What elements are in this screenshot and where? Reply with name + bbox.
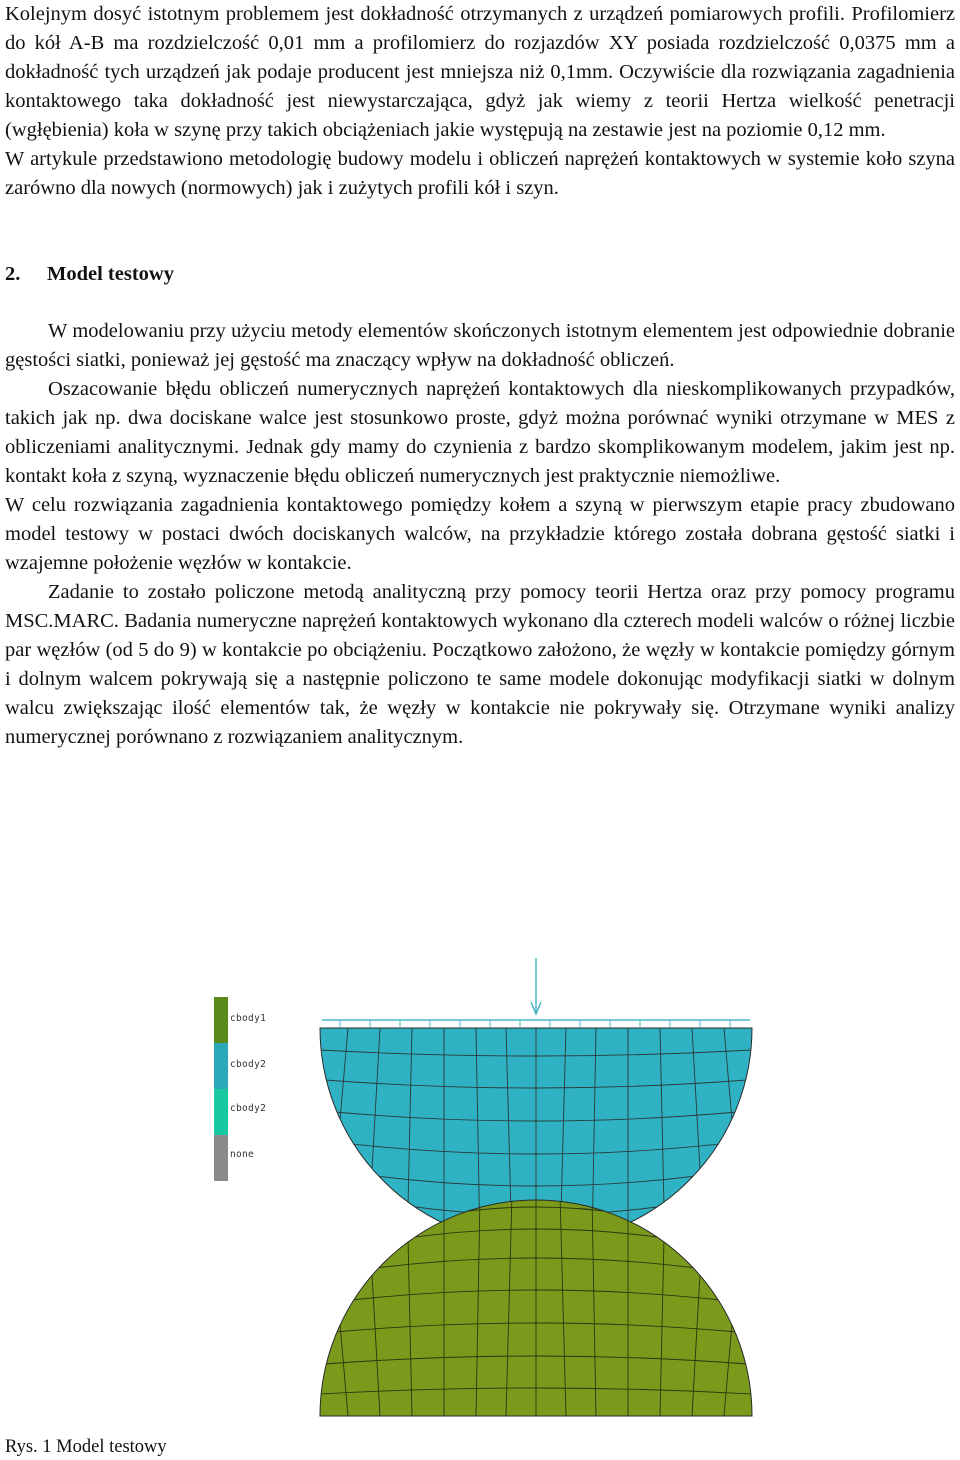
paragraph-test-model: W celu rozwiązania zagadnienia kontaktowego pomiędzy kołem a szyną w pierwszym etapie pracy zbudowano model testowy w postaci dwóch dociskanych walców, na przykładzie którego została dobrana gęstość siatki i wzajemne położenie węzłów w kontakcie. [5,494,955,574]
section-heading [5,260,955,289]
figure-caption: Rys. 1 Model testowy [5,1437,167,1457]
paragraph-error-estimation: Oszacowanie błędu obliczeń numerycznych naprężeń kontaktowych dla nieskomplikowanych przypadków, takich jak np. dwa dociskane walce jest stosunkowo proste, gdyż można porównać wyniki otrzymane w MES z obliczeniami analitycznymi. Jednak gdy mamy do czynienia z bardzo skomplikowanym modelem, jakim jest np. kontakt koła z szyną, wyznaczenie błędu obliczeń numerycznych jest praktycznie niemożliwe. [5,378,955,487]
figure-test-model [0,950,960,1420]
paragraph-article-scope: W artykule przedstawiono metodologię budowy modelu i obliczeń naprężeń kontaktowych w systemie koło szyna zarówno dla nowych (normowych) jak i zużytych profili kół i szyn. [5,148,955,199]
legend-label-4: none [230,1149,255,1160]
fem-mesh-drawing [0,950,960,1420]
paragraph-measurement-accuracy: Kolejnym dosyć istotnym problemem jest dokładność otrzymanych z urządzeń pomiarowych profili. Profilomierz do kół A-B ma rozdzielczość 0,01 mm a profilomierz do rozjazdów XY posiada rozdzielczość 0,0375 mm a dokładność tych urządzeń jak podaje producent jest mniejsza niż 0,1mm. Oczywiście dla rozwiązania zagadnienia kontaktowego taka dokładność jest niewystarczająca, gdyż jak wiemy z teorii Hertza wielkość penetracji (wgłębienia) koła w szynę przy takich obciążeniach jakie występują na zestawie jest na poziomie 0,12 mm. [5,3,955,141]
paragraph-mesh-density: W modelowaniu przy użyciu metody elementów skończonych istotnym elementem jest odpowiednie dobranie gęstości siatki, ponieważ jej gęstość ma znaczący wpływ na dokładność obliczeń. [5,320,955,371]
load-arrow [531,958,541,1014]
legend-label-3: cbody2 [230,1103,267,1114]
document-body [5,0,955,752]
legend-label-2: cbody2 [230,1059,267,1070]
paragraph-hertz-analysis: Zadanie to zostało policzone metodą analityczną przy pomocy teorii Hertza oraz przy pomocy programu MSC.MARC. Badania numeryczne naprężeń kontaktowych wykonano dla czterech modeli walców o różnej liczbie par węzłów (od 5 do 9) w kontakcie po obciążeniu. Początkowo założono, że węzły w kontakcie pomiędzy górnym i dolnym walcem pokrywają się a następnie policzono te same modele dokonując modyfikacji siatki w dolnym walcu zwiększając ilość elementów tak, że węzły w kontakcie nie pokrywały się. Otrzymane wyniki analizy numerycznej porównano z rozwiązaniem analitycznym. [5,581,955,748]
load-ticks [340,1020,730,1027]
section-number: 2. [5,263,21,285]
section-title: Model testowy [47,263,174,285]
legend-label-1: cbody1 [230,1013,267,1024]
lower-cylinder [320,1190,752,1416]
